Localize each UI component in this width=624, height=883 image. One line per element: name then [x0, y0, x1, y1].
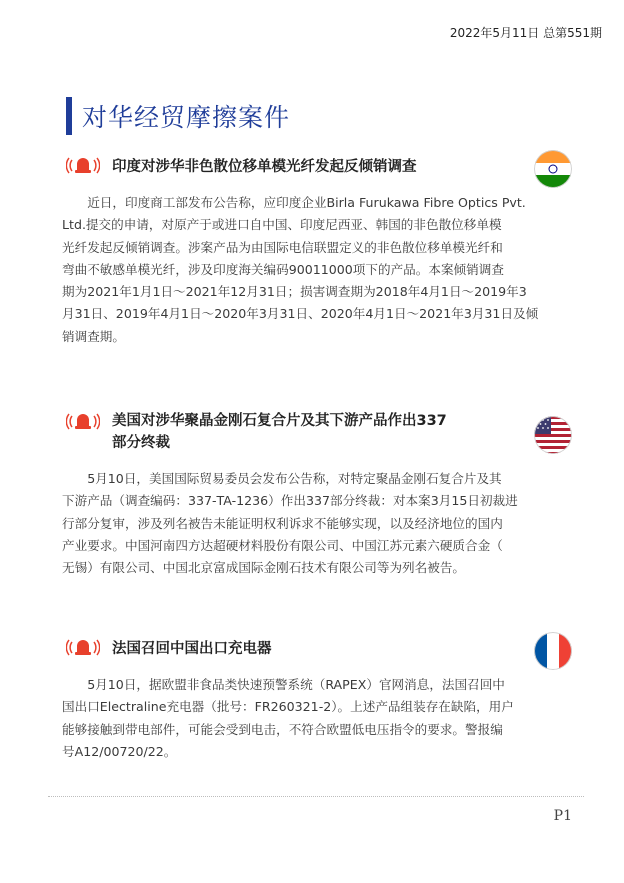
- alarm-icon: [66, 410, 100, 432]
- alarm-icon: [66, 154, 100, 176]
- india-flag-icon: [534, 150, 572, 188]
- body-line: 月31日、2019年4月1日～2020年3月31日、2020年4月1日～2021年3月31日及倾: [62, 306, 539, 322]
- article-title: 法国召回中国出口充电器: [112, 641, 272, 657]
- article-india: [62, 150, 562, 348]
- title-line: 美国对涉华聚晶金刚石复合片及其下游产品作出337: [112, 413, 447, 429]
- footer-divider: [48, 796, 584, 797]
- article-header: [62, 632, 562, 668]
- body-line: 5月10日，据欧盟非食品类快速预警系统（RAPEX）官网消息，法国召回中: [87, 677, 505, 692]
- article-usa: [62, 406, 562, 579]
- article-body: [62, 468, 562, 579]
- article-title: [112, 410, 447, 454]
- page-number: P1: [553, 808, 572, 824]
- body-line: 下游产品（调查编码：337-TA-1236）作出337部分终裁：对本案3月15日初裁进: [62, 493, 518, 509]
- body-line: 近日，印度商工部发布公告称，应印度企业Birla Furukawa Fibre Optics Pvt.: [87, 195, 526, 210]
- article-header: [62, 406, 562, 458]
- article-title: 印度对涉华非色散位移单模光纤发起反倾销调查: [112, 159, 417, 175]
- section-heading: [66, 97, 290, 135]
- body-line: 期为2021年1月1日～2021年12月31日；损害调查期为2018年4月1日～2019年3: [62, 284, 527, 300]
- body-line: 光纤发起反倾销调查。涉案产品为由国际电信联盟定义的非色散位移单模光纤和: [62, 239, 503, 255]
- body-line: 号A12/00720/22。: [62, 743, 177, 759]
- article-body: [62, 674, 562, 763]
- body-line: 5月10日，美国国际贸易委员会发布公告称，对特定聚晶金刚石复合片及其: [87, 471, 502, 486]
- body-line: 弯曲不敏感单模光纤，涉及印度海关编码90011000项下的产品。本案倾销调查: [62, 261, 504, 277]
- header-date: 2022年5月11日 总第551期: [449, 26, 602, 40]
- alarm-icon: [66, 636, 100, 658]
- body-line: 产业要求。中国河南四方达超硬材料股份有限公司、中国江苏元素六硬质合金（: [62, 537, 503, 553]
- section-title: 对华经贸摩擦案件: [82, 103, 291, 132]
- body-line: 销调查期。: [62, 328, 125, 344]
- body-line: 无锡）有限公司、中国北京富成国际金刚石技术有限公司等为列名被告。: [62, 560, 465, 576]
- title-line: 部分终裁: [112, 435, 170, 451]
- title-accent-bar: [66, 97, 72, 135]
- body-line: 国出口Electraline充电器（批号：FR260321-2）。上述产品组装存在缺陷，用户: [62, 699, 514, 715]
- usa-flag-icon: [534, 416, 572, 454]
- article-body: [62, 192, 562, 348]
- body-line: 行部分复审，涉及列名被告未能证明权利诉求不能够实现，以及经济地位的国内: [62, 515, 503, 531]
- article-france: [62, 632, 562, 763]
- body-line: Ltd.提交的申请，对原产于或进口自中国、印度尼西亚、韩国的非色散位移单模: [62, 217, 502, 233]
- body-line: 能够接触到带电部件，可能会受到电击，不符合欧盟低电压指令的要求。警报编: [62, 721, 503, 737]
- france-flag-icon: [534, 632, 572, 670]
- article-header: [62, 150, 562, 186]
